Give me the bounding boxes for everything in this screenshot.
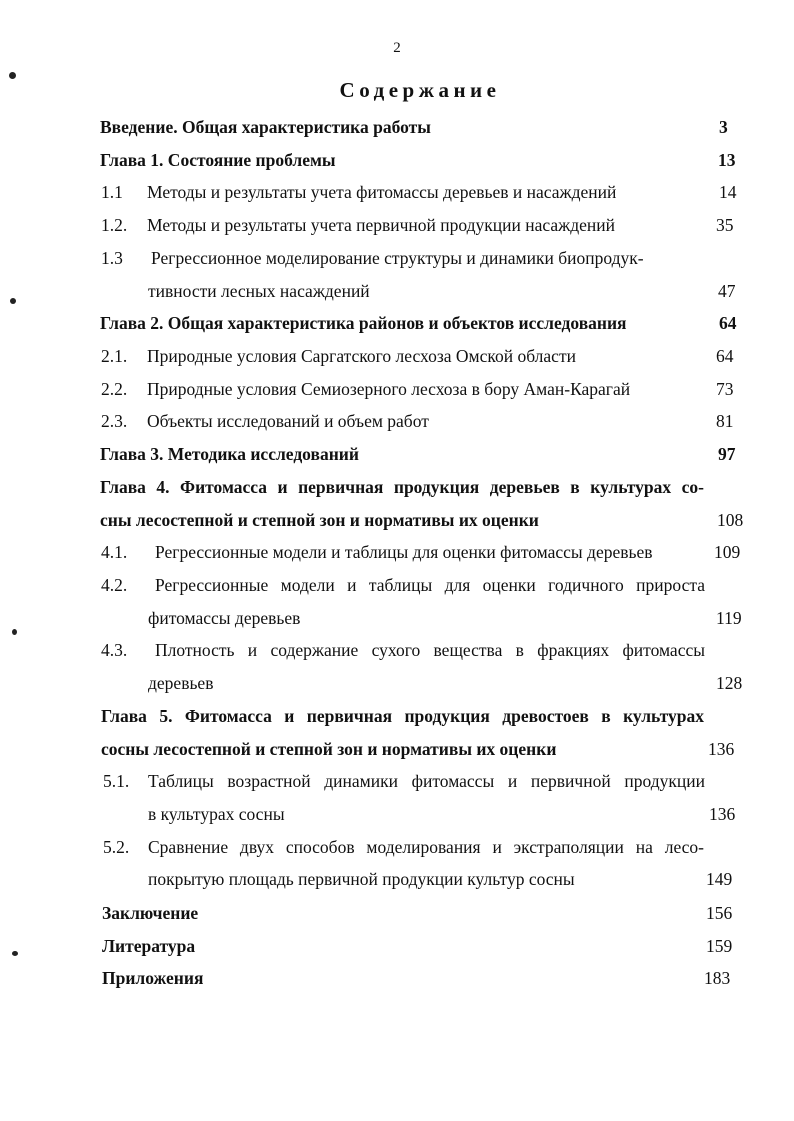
toc-entry-chapter-4-continued [0, 505, 794, 535]
toc-entry-text: деревьев [148, 673, 214, 693]
toc-entry-text: Введение. Общая характеристика работы [100, 117, 431, 137]
toc-page-number: 136 [709, 804, 736, 824]
toc-entry-text: в культурах сосны [148, 804, 285, 824]
toc-entry-text: сосны лесостепной и степной зон и нормативы их оценки [101, 739, 557, 759]
toc-section-number: 2.2. [101, 379, 128, 399]
toc-entry-section-4-2-continued [0, 603, 794, 633]
toc-entry-text: сны лесостепной и степной зон и нормативы их оценки [100, 510, 539, 530]
toc-section-number: 1.1 [101, 182, 123, 202]
scan-speck [10, 298, 16, 304]
toc-page-number: 119 [716, 608, 742, 628]
toc-page-number: 73 [716, 379, 734, 399]
toc-page-number: 97 [718, 444, 736, 464]
toc-entry-text: Методы и результаты учета первичной продукции насаждений [147, 215, 616, 235]
toc-entry-section-2-1 [0, 341, 794, 371]
toc-entry-appendix [0, 963, 794, 993]
toc-page-number: 47 [718, 281, 736, 301]
toc-page-number: 136 [708, 739, 735, 759]
toc-entry-conclusion [0, 898, 794, 928]
toc-entry-text: Заключение [102, 903, 199, 923]
toc-page-number: 13 [718, 150, 736, 170]
toc-entry-text: Приложения [102, 968, 204, 988]
toc-section-number: 1.2. [101, 215, 128, 235]
page-number: 2 [393, 40, 401, 56]
toc-entry-introduction [0, 112, 794, 142]
toc-entry-section-4-3 [0, 635, 794, 665]
toc-entry-section-5-2 [0, 832, 794, 862]
scan-speck [9, 72, 16, 79]
toc-page-number: 14 [719, 182, 737, 202]
toc-entry-section-5-1-continued [0, 799, 794, 829]
toc-entry-section-4-3-continued [0, 668, 794, 698]
toc-section-number: 1.3 [101, 248, 123, 268]
toc-entry-text: Таблицы возрастной динамики фитомассы и первичной продукции [148, 771, 705, 791]
scan-speck [12, 629, 17, 635]
toc-entry-section-4-2 [0, 570, 794, 600]
toc-entry-text: Регрессионные модели и таблицы для оценки годичного прироста [155, 575, 705, 595]
toc-entry-text: Плотность и содержание сухого вещества в фракциях фитомассы [155, 640, 705, 660]
toc-page-number: 183 [704, 968, 731, 988]
toc-entry-chapter-3 [0, 439, 794, 469]
toc-entry-section-5-1 [0, 766, 794, 796]
toc-section-number: 4.3. [101, 640, 128, 660]
toc-page-number: 128 [716, 673, 743, 693]
toc-entry-section-1-2 [0, 210, 794, 240]
toc-entry-section-2-2 [0, 374, 794, 404]
page-title: Содержание [339, 78, 501, 102]
toc-page-number: 64 [719, 313, 737, 333]
toc-entry-text: Объекты исследований и объем работ [147, 411, 429, 431]
scan-speck [12, 951, 18, 956]
toc-section-number: 2.1. [101, 346, 128, 366]
toc-entry-text: Регрессионное моделирование структуры и динамики биопродук- [151, 248, 644, 268]
toc-entry-text: Глава 5. Фитомасса и первичная продукция древостоев в культурах [101, 706, 704, 726]
toc-entry-text: фитомассы деревьев [148, 608, 301, 628]
toc-section-number: 5.2. [103, 837, 130, 857]
toc-entry-text: Глава 3. Методика исследований [100, 444, 359, 464]
toc-entry-section-5-2-continued [0, 864, 794, 894]
toc-entry-text: Природные условия Саргатского лесхоза Омской области [147, 346, 576, 366]
toc-entry-text: Глава 4. Фитомасса и первичная продукция деревьев в культурах со- [100, 477, 704, 497]
toc-section-number: 4.1. [101, 542, 128, 562]
toc-entry-chapter-5-continued [0, 734, 794, 764]
toc-entry-text: Глава 2. Общая характеристика районов и объектов исследования [100, 313, 627, 333]
toc-entry-chapter-1 [0, 145, 794, 175]
toc-section-number: 2.3. [101, 411, 128, 431]
toc-page-number: 156 [706, 903, 733, 923]
toc-entry-chapter-4 [0, 472, 794, 502]
toc-entry-text: Литература [102, 936, 196, 956]
toc-entry-text: Методы и результаты учета фитомассы деревьев и насаждений [147, 182, 617, 202]
toc-entry-chapter-2 [0, 308, 794, 338]
toc-page-number: 108 [717, 510, 744, 530]
toc-entry-section-1-1 [0, 177, 794, 207]
toc-entry-text: покрытую площадь первичной продукции культур сосны [148, 869, 575, 889]
toc-page-number: 109 [714, 542, 741, 562]
toc-entry-text: Природные условия Семиозерного лесхоза в бору Аман-Карагай [147, 379, 631, 399]
toc-section-number: 5.1. [103, 771, 130, 791]
toc-entry-section-1-3-continued [0, 276, 794, 306]
toc-entry-section-1-3 [0, 243, 794, 273]
toc-entry-chapter-5 [0, 701, 794, 731]
toc-entry-text: Сравнение двух способов моделирования и экстраполяции на лесо- [148, 837, 704, 857]
toc-page-number: 149 [706, 869, 733, 889]
toc-entry-literature [0, 931, 794, 961]
toc-entry-text: Регрессионные модели и таблицы для оценки фитомассы деревьев [155, 542, 653, 562]
toc-page-number: 64 [716, 346, 734, 366]
toc-entry-section-4-1 [0, 537, 794, 567]
toc-entry-text: тивности лесных насаждений [148, 281, 370, 301]
toc-page-number: 159 [706, 936, 733, 956]
toc-page-number: 81 [716, 411, 734, 431]
toc-entry-section-2-3 [0, 406, 794, 436]
toc-entry-text: Глава 1. Состояние проблемы [100, 150, 336, 170]
toc-page-number: 35 [716, 215, 734, 235]
toc-section-number: 4.2. [101, 575, 128, 595]
toc-page-number: 3 [719, 117, 728, 137]
